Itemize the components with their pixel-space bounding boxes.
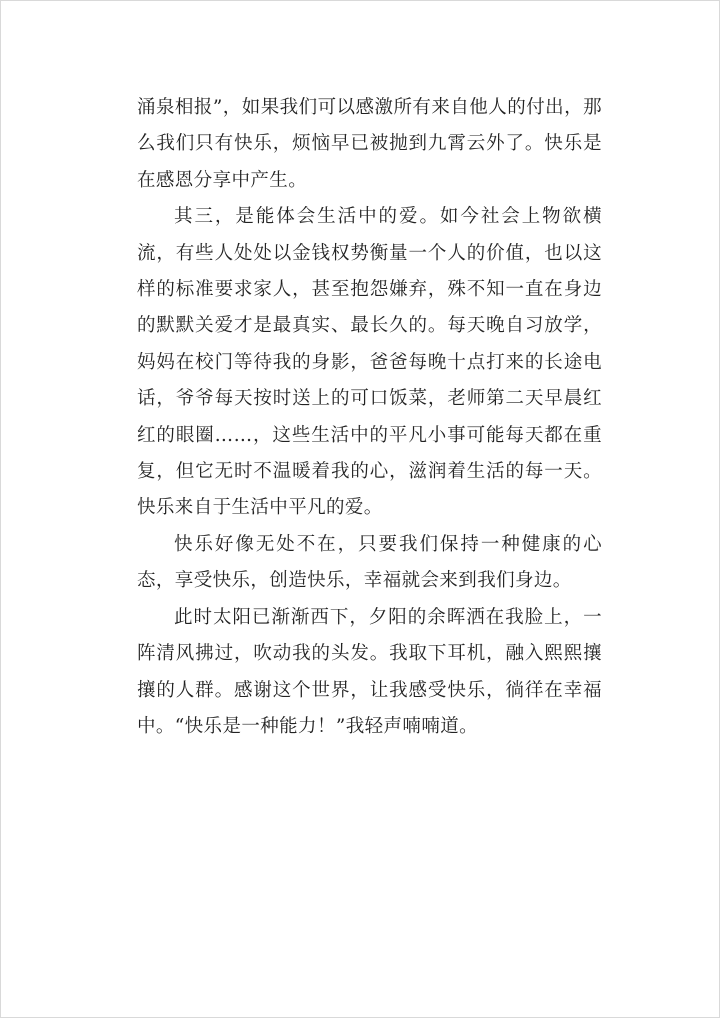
document-body <box>137 90 602 745</box>
paragraph-love-in-life: 其三，是能体会生活中的爱。如今社会上物欲横流，有些人处处以金钱权势衡量一个人的价值，也以这样的标准要求家人，甚至抱怨嫌弃，殊不知一直在身边的默默关爱才是最真实、最长久的。每天晚自习放学，妈妈在校门等待我的身影，爸爸每晚十点打来的长途电话，爷爷每天按时送上的可口饭菜，老师第二天早晨红红的眼圈……，这些生活中的平凡小事可能每天都在重复，但它无时不温暖着我的心，滋润着生活的每一天。快乐来自于生活中平凡的爱。 <box>137 206 602 519</box>
paragraph-continuation: 涌泉相报”，如果我们可以感激所有来自他人的付出，那么我们只有快乐，烦恼早已被抛到九霄云外了。快乐是在感恩分享中产生。 <box>137 97 602 191</box>
paragraph-happiness-everywhere: 快乐好像无处不在，只要我们保持一种健康的心态，享受快乐，创造快乐，幸福就会来到我们身边。 <box>137 533 602 592</box>
paragraph-conclusion: 此时太阳已渐渐西下，夕阳的余晖洒在我脸上，一阵清风拂过，吹动我的头发。我取下耳机，融入熙熙攘攘的人群。感谢这个世界，让我感受快乐，徜徉在幸福中。“快乐是一种能力！”我轻声喃喃道。 <box>137 606 602 737</box>
